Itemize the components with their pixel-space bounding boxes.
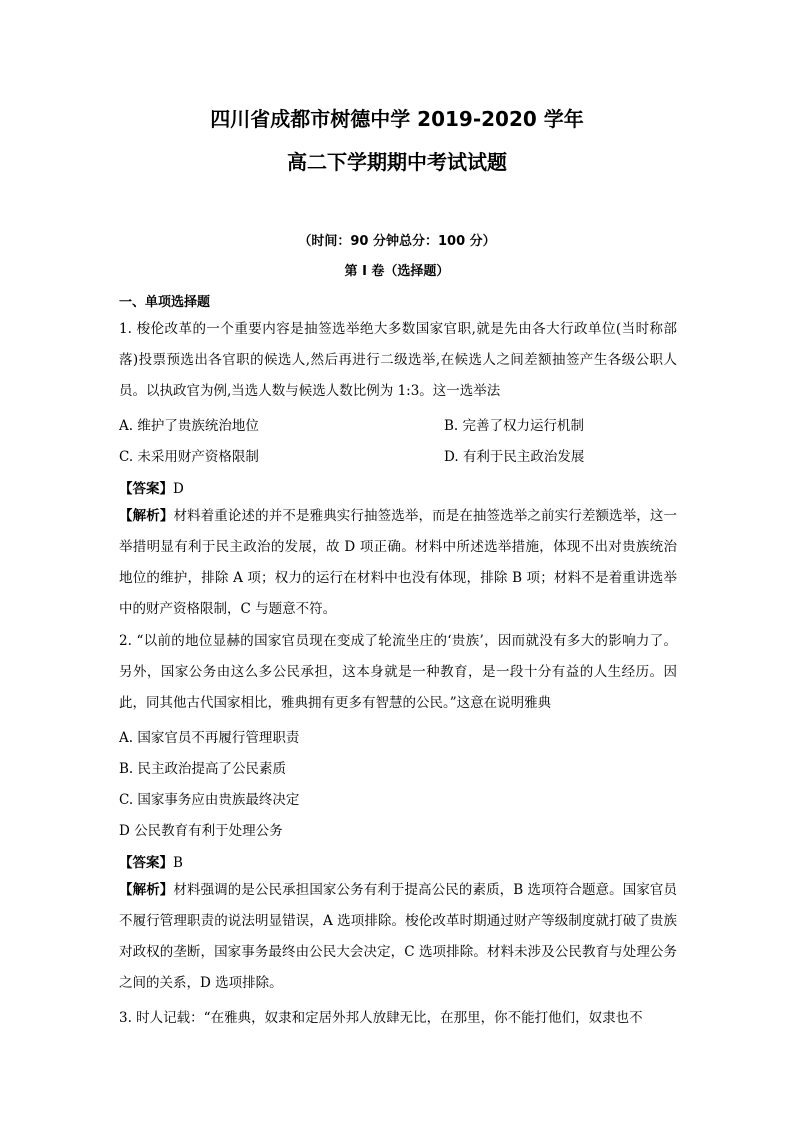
question-1-option-c: C. 未采用财产资格限制 <box>119 449 259 465</box>
question-2-stem: 2. “以前的地位显赫的国家官员现在变成了轮流坐庄的‘贵族’，因而就没有多大的影响力了。另外，国家公务由这么多公民承担，这本身就是一种教育，是一段十分有益的人生经历。因此，同其他古代国家相比，雅典拥有更多有智慧的公民。”这意在说明雅典 <box>119 633 677 711</box>
analysis-label: 【解析】 <box>119 508 174 524</box>
question-2-answer <box>119 851 183 871</box>
answer-value: B <box>173 855 183 871</box>
question-2-analysis <box>119 875 677 999</box>
answer-value: D <box>173 481 184 497</box>
question-1-option-a: A. 维护了贵族统治地位 <box>119 418 259 434</box>
answer-label: 【答案】 <box>119 481 173 497</box>
question-2-option-c: C. 国家事务应由贵族最终决定 <box>119 792 300 808</box>
question-1-answer <box>119 477 184 497</box>
question-1-option-d: D. 有利于民主政治发展 <box>444 449 585 465</box>
analysis-label: 【解析】 <box>119 882 174 898</box>
volume-heading: 第 I 卷（选择题） <box>344 264 450 279</box>
answer-label: 【答案】 <box>119 855 173 871</box>
question-1-analysis <box>119 501 677 625</box>
section-heading: 一、单项选择题 <box>119 295 211 310</box>
question-2-option-b: B. 民主政治提高了公民素质 <box>119 761 287 777</box>
exam-time-info: （时间：90 分钟总分：100 分） <box>298 234 496 249</box>
analysis-text: 材料强调的是公民承担国家公务有利于提高公民的素质，B 选项符合题意。国家官员不履行管理职责的说法明显错误，A 选项排除。梭伦改革时期通过财产等级制度就打破了贵族对政权的垄断，国家事务最终由公民大会决定，C 选项排除。材料未涉及公民教育与处理公务之间的关系，D 选项排除。 <box>119 882 678 991</box>
question-1-option-b: B. 完善了权力运行机制 <box>444 418 585 434</box>
analysis-text: 材料着重论述的并不是雅典实行抽签选举，而是在抽签选举之前实行差额选举，这一举措明显有利于民主政治的发展，故 D 项正确。材料中所述选举措施，体现不出对贵族统治地位的维护，排除 A 项；权力的运行在材料中也没有体现，排除 B 项；材料不是着重讲选举中的财产资格限制，C 与题意不符。 <box>119 508 678 617</box>
document-title-line-1: 四川省成都市树德中学 2019-2020 学年 <box>210 107 584 131</box>
document-title-line-2: 高二下学期期中考试试题 <box>287 150 507 174</box>
question-1-stem: 1. 梭伦改革的一个重要内容是抽签选举绝大多数国家官职,就是先由各大行政单位(当时称部落)投票预选出各官职的候选人,然后再进行二级选举,在候选人之间差额抽签产生各级公职人员。以执政官为例,当选人数与候选人数比例为 1:3。这一选举法 <box>119 321 677 399</box>
question-3-stem: 3. 时人记载：“在雅典，奴隶和定居外邦人放肆无比，在那里，你不能打他们，奴隶也不 <box>119 1010 643 1026</box>
question-2-option-d: D 公民教育有利于处理公务 <box>119 823 283 839</box>
question-2-option-a: A. 国家官员不再履行管理职责 <box>119 730 300 746</box>
